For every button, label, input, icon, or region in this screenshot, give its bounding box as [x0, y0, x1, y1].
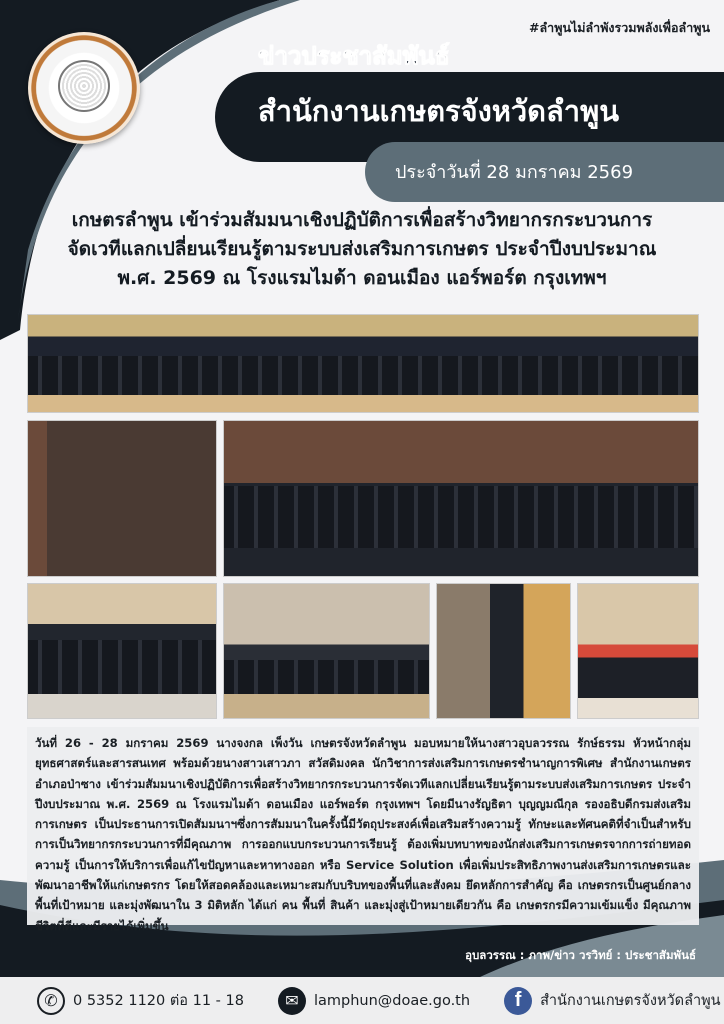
- department-logo: [28, 32, 140, 144]
- photo-group-seminar: [27, 314, 699, 413]
- news-label: ข่าวประชาสัมพันธ์: [258, 42, 450, 70]
- facebook-page: สำนักงานเกษตรจังหวัดลำพูน: [540, 993, 721, 1009]
- hashtag: #ลำพูนไม่ลำพังรวมพลังเพื่อลำพูน: [529, 20, 710, 35]
- photo-group-small: [27, 583, 217, 719]
- phone-contact[interactable]: [37, 987, 244, 1015]
- photo-speaker-podium: [27, 420, 217, 577]
- photo-credit: อุบลวรรณ : ภาพ/ข่าว วรวิทย์ : ประชาสัมพันธ์: [465, 948, 696, 962]
- photo-hall-group: [223, 583, 430, 719]
- office-title: สำนักงานเกษตรจังหวัดลำพูน: [258, 94, 620, 128]
- photo-two-participants: [577, 583, 699, 719]
- article-body: [27, 727, 699, 933]
- headline-line: เกษตรลำพูน เข้าร่วมสัมมนาเชิงปฏิบัติการเพื่อสร้างวิทยากรกระบวนการ: [71, 209, 653, 231]
- contact-footer: [0, 977, 724, 1024]
- facebook-icon: f: [504, 987, 532, 1015]
- email-icon: ✉: [278, 987, 306, 1015]
- seal-emblem: [58, 60, 110, 112]
- photo-group-stage: [223, 420, 699, 577]
- article-text: วันที่ 26 - 28 มกราคม 2569 นางจงกล เพ็งวัน เกษตรจังหวัดลำพูน มอบหมายให้นางสาวอุบลวรรณ รักษ์ธรรม หัวหน้ากลุ่มยุทธศาสตร์และสารสนเทศ พร้อมด้วยนางสาวเสาวภา สวัสดิมงคล นักวิชาการส่งเสริมการเกษตรชำนาญการพิเศษ สำนักงานเกษตรอำเภอป่าซาง เข้าร่วมสัมมนาเชิงปฏิบัติการเพื่อสร้างวิทยากรกระบวนการจัดเวทีแลกเปลี่ยนเรียนรู้ตามระบบส่งเสริมการเกษตร ประจำปีงบประมาณ พ.ศ. 2569 ณ โรงแรมไมด้า ดอนเมือง แอร์พอร์ต กรุงเทพฯ โดยมีนางรัญธิตา บุญญมณีกุล รองอธิบดีกรมส่งเสริมการเกษตร เป็นประธานการเปิดสัมมนาฯซึ่งการสัมมนาในครั้งนี้มีวัตถุประสงค์เพื่อเสริมสร้างความรู้ ทักษะและทัศนคติที่จำเป็นสำหรับการเป็นวิทยากรกระบวนการที่มีคุณภาพ การออกแบบกระบวนการเรียนรู้ ต้องเพิ่มบทบาทของนักส่งเสริมการเกษตรจากการถ่ายทอดความรู้ เป็นการให้บริการเพื่อแก้ไขปัญหาและหาทางออก หรือ Service Solution เพื่อเพิ่มประสิทธิภาพงานส่งเสริมการเกษตรและพัฒนาอาชีพให้แก่เกษตรกร โดยให้สอดคล้องและเหมาะสมกับบริบทของพื้นที่และสังคม ยึดหลักการสำคัญ คือ เกษตรกรเป็นศูนย์กลาง พื้นที่เป้าหมาย และมุ่งพัฒนาใน 3 มิติหลัก ได้แก่ คน พื้นที่ สินค้า และมุ่งสู่เป้าหมายเดียวกัน คือ เกษตรกรมีความเข้มแข็ง มีคุณภาพชีวิตที่ดีและมีรายได้เพิ่มขึ้น: [35, 736, 691, 933]
- photo-presenter: [436, 583, 571, 719]
- email-contact[interactable]: [278, 987, 470, 1015]
- headline-line: จัดเวทีแลกเปลี่ยนเรียนรู้ตามระบบส่งเสริมการเกษตร ประจำปีงบประมาณ: [67, 238, 657, 260]
- email-address: lamphun@doae.go.th: [313, 992, 471, 1009]
- date-text: ประจำวันที่ 28 มกราคม 2569: [395, 162, 634, 183]
- phone-icon: ✆: [37, 987, 65, 1015]
- headline-line: พ.ศ. 2569 ณ โรงแรมไมด้า ดอนเมือง แอร์พอร์ต กรุงเทพฯ: [117, 267, 607, 289]
- facebook-contact[interactable]: [504, 987, 721, 1015]
- headline: [20, 206, 704, 293]
- phone-number: 0 5352 1120 ต่อ 11 - 18: [73, 993, 244, 1009]
